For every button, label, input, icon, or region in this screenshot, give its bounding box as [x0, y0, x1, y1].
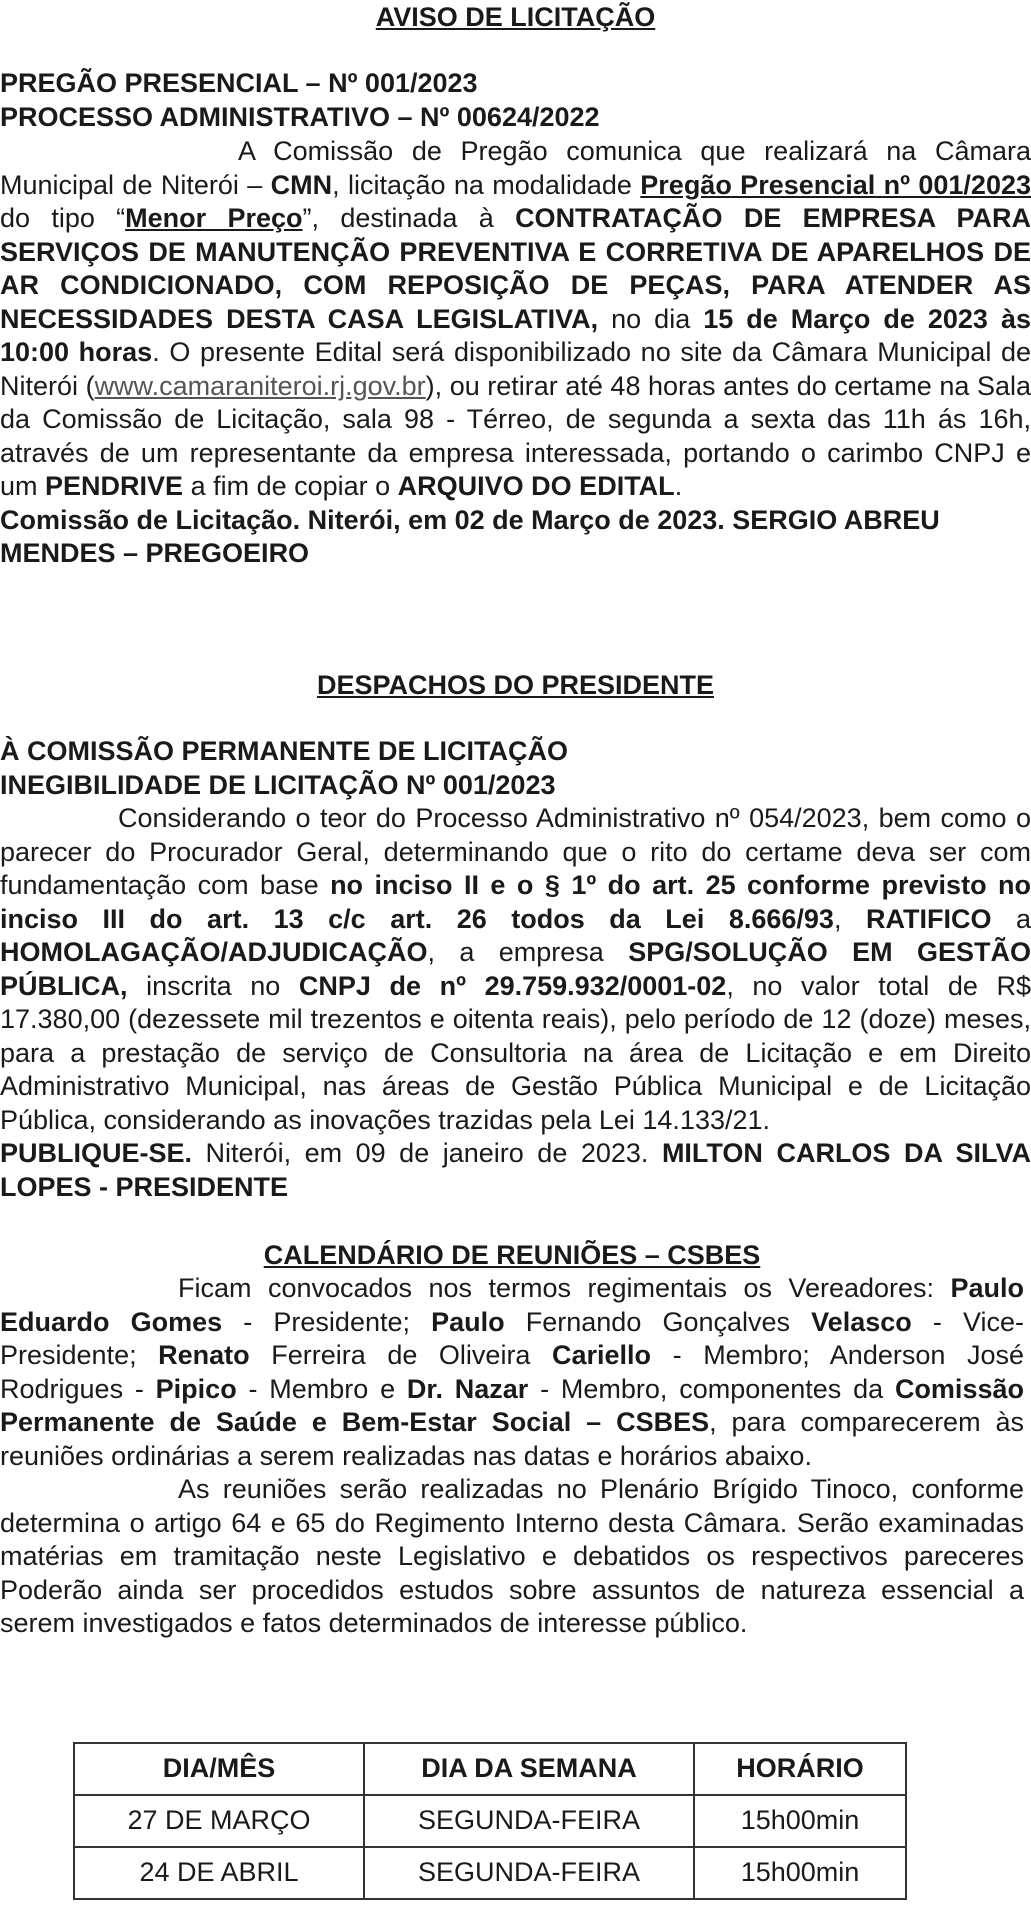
camara-website-link[interactable]: www.camaraniteroi.rj.gov.br: [94, 370, 426, 401]
cell-dia-mes: 27 DE MARÇO: [74, 1795, 364, 1847]
header-dia-semana: DIA DA SEMANA: [364, 1743, 694, 1795]
processo-number: PROCESSO ADMINISTRATIVO – Nº 00624/2022: [0, 101, 600, 132]
cell-dia-semana: SEGUNDA-FEIRA: [364, 1795, 694, 1847]
aviso-section: [0, 0, 1031, 571]
table-row: [74, 1847, 906, 1899]
inegibilidade-number: INEGIBILIDADE DE LICITAÇÃO Nº 001/2023: [0, 769, 556, 800]
cell-dia-mes: 24 DE ABRIL: [74, 1847, 364, 1899]
aviso-paragraph: A Comissão de Pregão comunica que realizará na Câmara Municipal de Niterói – CMN, licitação na modalidade Pregão Presencial nº 001/2023 do tipo “Menor Preço”, destinada à CONTRATAÇÃO DE EMPRESA PARA SERVIÇOS DE MANUTENÇÃO PREVENTIVA E CORRETIVA DE APARELHOS DE AR CONDICIONADO, COM REPOSIÇÃO DE PEÇAS, PARA ATENDER AS NECESSIDADES DESTA CASA LEGISLATIVA, no dia 15 de Março de 2023 às 10:00 horas. O presente Edital será disponibilizado no site da Câmara Municipal de Niterói (www.camaraniteroi.rj.gov.br), ou retirar até 48 horas antes do certame na Sala da Comissão de Licitação, sala 98 - Térreo, de segunda a sexta das 11h ás 16h, através de um representante da empresa interessada, portando o carimbo CNPJ e um PENDRIVE a fim de copiar o ARQUIVO DO EDITAL.: [0, 136, 1031, 501]
cell-dia-semana: SEGUNDA-FEIRA: [364, 1847, 694, 1899]
despachos-section: [0, 668, 1031, 1204]
calendario-section: [0, 1238, 1024, 1641]
despacho-signature: PUBLIQUE-SE. Niterói, em 09 de janeiro de 2023. MILTON CARLOS DA SILVA LOPES - PRESIDENTE: [0, 1138, 1031, 1202]
header-horario: HORÁRIO: [694, 1743, 906, 1795]
cell-horario: 15h00min: [694, 1795, 906, 1847]
header-dia-mes: DIA/MÊS: [74, 1743, 364, 1795]
despacho-recipient: À COMISSÃO PERMANENTE DE LICITAÇÃO: [0, 736, 569, 766]
meetings-table: [73, 1742, 907, 1900]
calendario-paragraph-1: Ficam convocados nos termos regimentais os Vereadores: Paulo Eduardo Gomes - Presidente; Paulo Fernando Gonçalves Velasco - Vice-Presidente; Renato Ferreira de Oliveira Cariello - Membro; Anderson José Rodrigues - Pipico - Membro e Dr. Nazar - Membro, componentes da Comissão Permanente de Saúde e Bem-Estar Social – CSBES, para comparecerem às reuniões ordinárias a serem realizadas nas datas e horários abaixo.: [0, 1273, 1024, 1471]
pregao-number: PREGÃO PRESENCIAL – Nº 001/2023: [0, 68, 478, 98]
aviso-signature: Comissão de Licitação. Niterói, em 02 de Março de 2023. SERGIO ABREU MENDES – PREGOEIRO: [0, 504, 940, 568]
table-header-row: [74, 1743, 906, 1795]
despacho-paragraph: Considerando o teor do Processo Administrativo nº 054/2023, bem como o parecer do Procurador Geral, determinando que o rito do certame deva ser com fundamentação com base no inciso II e o § 1º do art. 25 conforme previsto no inciso III do art. 13 c/c art. 26 todos da Lei 8.666/93, RATIFICO a HOMOLAGAÇÃO/ADJUDICAÇÃO, a empresa SPG/SOLUÇÃO EM GESTÃO PÚBLICA, inscrita no CNPJ de nº 29.759.932/0001-02, no valor total de R$ 17.380,00 (dezessete mil trezentos e oitenta reais), pelo período de 12 (doze) meses, para a prestação de serviço de Consultoria na área de Licitação e em Direito Administrativo Municipal, nas áreas de Gestão Pública Municipal e de Licitação Pública, considerando as inovações trazidas pela Lei 14.133/21.: [0, 803, 1031, 1135]
calendario-title: CALENDÁRIO DE REUNIÕES – CSBES: [263, 1240, 761, 1270]
despachos-title: DESPACHOS DO PRESIDENTE: [316, 670, 715, 700]
aviso-title: AVISO DE LICITAÇÃO: [375, 2, 656, 32]
calendario-paragraph-2: As reuniões serão realizadas no Plenário Brígido Tinoco, conforme determina o artigo 64 e 65 do Regimento Interno desta Câmara. Serão examinadas matérias em tramitação neste Legislativo e debatidos os respectivos pareceres Poderão ainda ser procedidos estudos sobre assuntos de natureza essencial a serem investigados e fatos determinados de interesse público.: [0, 1474, 1024, 1638]
cell-horario: 15h00min: [694, 1847, 906, 1899]
table-row: [74, 1795, 906, 1847]
